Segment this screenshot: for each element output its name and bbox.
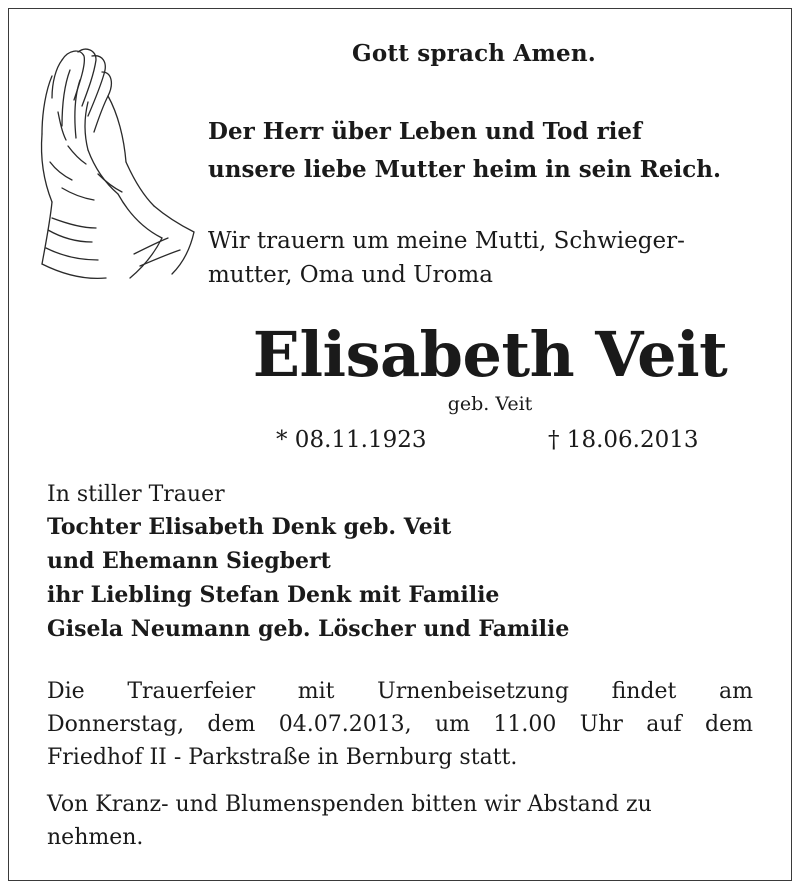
signatory-4: Gisela Neumann geb. Löscher und Familie xyxy=(47,616,570,642)
birth-date: * 08.11.1923 xyxy=(276,427,427,453)
funeral-paragraph xyxy=(47,675,753,774)
death-date: † 18.06.2013 xyxy=(548,427,699,453)
mourning-line-2: mutter, Oma und Uroma xyxy=(208,262,493,288)
funeral-line-2: Donnerstag, dem 04.07.2013, um 11.00 Uhr auf dem xyxy=(47,712,753,737)
signature-intro: In stiller Trauer xyxy=(47,482,225,507)
signatory-3: ihr Liebling Stefan Denk mit Familie xyxy=(47,582,500,608)
signatory-1: Tochter Elisabeth Denk geb. Veit xyxy=(47,514,452,540)
request-line-1: Von Kranz- und Blumenspenden bitten wir Abstand zu xyxy=(47,792,652,817)
birth-name: geb. Veit xyxy=(447,393,533,415)
deceased-name: Elisabeth Veit xyxy=(252,318,728,391)
request-line-2: nehmen. xyxy=(47,825,144,850)
verse-line-1: Der Herr über Leben und Tod rief xyxy=(208,118,642,145)
funeral-line-1: Die Trauerfeier mit Urnenbeisetzung findet am xyxy=(47,679,753,704)
praying-hands-icon xyxy=(22,42,197,282)
funeral-line-3: Friedhof II - Parkstraße in Bernburg statt. xyxy=(47,745,518,770)
request-paragraph xyxy=(47,788,753,854)
mourning-line-1: Wir trauern um meine Mutti, Schwieger- xyxy=(208,228,685,254)
signatory-2: und Ehemann Siegbert xyxy=(47,548,331,574)
motto: Gott sprach Amen. xyxy=(352,40,596,67)
verse-line-2: unsere liebe Mutter heim in sein Reich. xyxy=(208,156,721,183)
